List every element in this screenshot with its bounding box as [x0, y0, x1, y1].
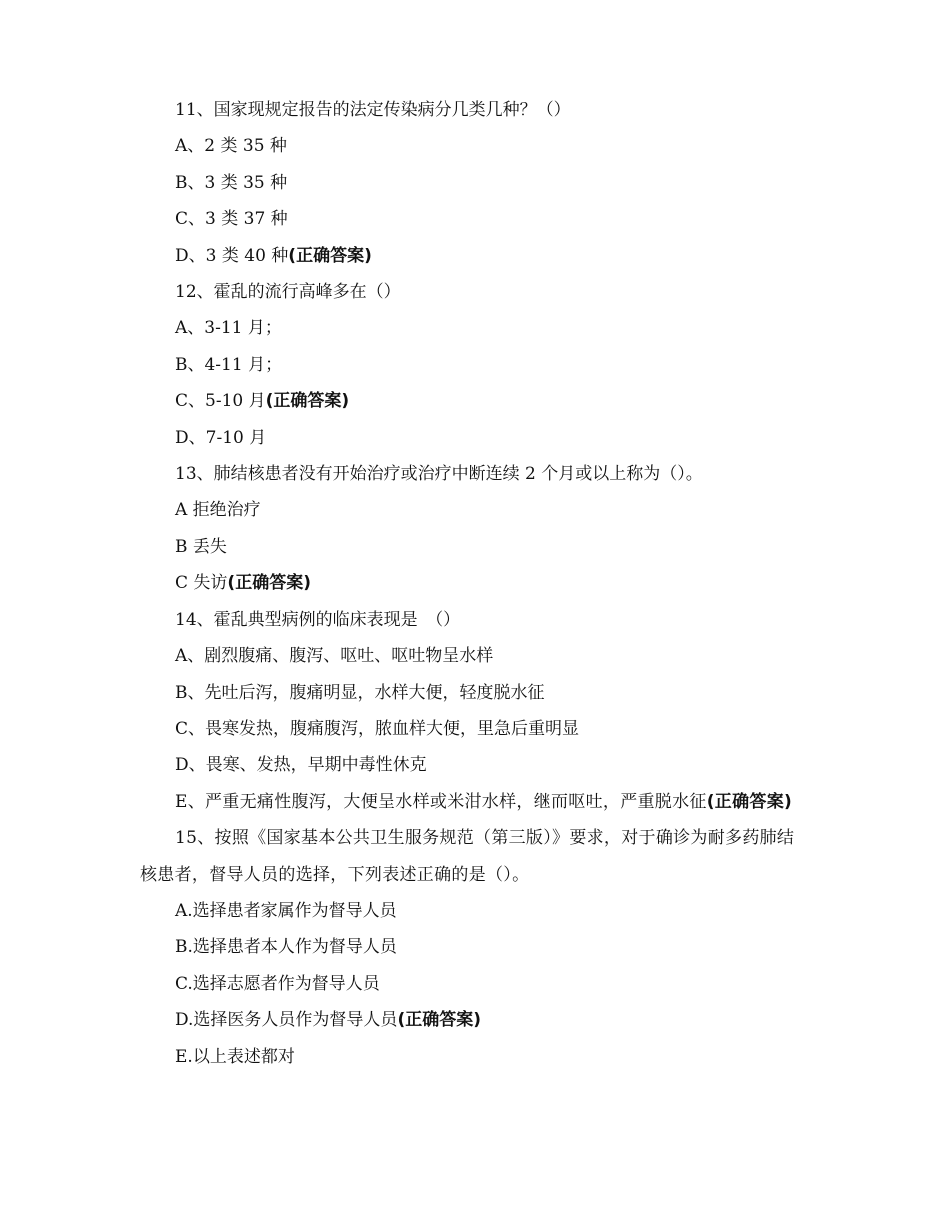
option-text: D.选择医务人员作为督导人员 — [175, 1010, 398, 1031]
option: C、畏寒发热，腹痛腹泻，脓血样大便，里急后重明显 — [175, 718, 580, 739]
option: C、3 类 37 种 — [175, 209, 288, 230]
correct-answer-mark: (正确答案) — [397, 1010, 481, 1031]
option: C.选择志愿者作为督导人员 — [175, 973, 380, 994]
question-stem: 11、国家现规定报告的法定传染病分几类几种？（） — [175, 100, 571, 120]
option: A.选择患者家属作为督导人员 — [175, 900, 397, 921]
correct-answer-mark: (正确答案) — [706, 791, 793, 812]
question-stem: 14、霍乱典型病例的临床表现是 （） — [175, 609, 461, 630]
option: E.以上表述都对 — [175, 1046, 295, 1067]
option-correct — [140, 565, 810, 601]
option: B、先吐后泻，腹痛明显，水样大便，轻度脱水征 — [175, 682, 545, 703]
option: D、畏寒、发热，早期中毒性休克 — [175, 755, 427, 776]
option: A、3-11 月； — [175, 318, 282, 339]
option: B、3 类 35 种 — [175, 172, 288, 193]
option: B、4-11 月； — [175, 354, 283, 375]
option-correct — [140, 1002, 810, 1038]
option-correct — [140, 238, 810, 274]
option: B.选择患者本人作为督导人员 — [175, 937, 397, 958]
option: D、7-10 月 — [175, 427, 267, 448]
question-stem: 15、按照《国家基本公共卫生服务规范（第三版）》要求，对于确诊为耐多药肺结核患者，督导人员的选择，下列表述正确的是（）。 — [140, 828, 795, 885]
option-text: C、5-10 月 — [175, 391, 266, 412]
correct-answer-mark: (正确答案) — [288, 245, 372, 266]
option: B 丢失 — [175, 536, 227, 557]
question-stem: 12、霍乱的流行高峰多在（） — [175, 282, 401, 303]
option-correct — [140, 383, 810, 419]
correct-answer-mark: (正确答案) — [227, 573, 311, 594]
option-text: E、严重无痛性腹泻，大便呈水样或米泔水样，继而呕吐，严重脱水征 — [175, 791, 707, 812]
option: A 拒绝治疗 — [175, 500, 261, 521]
option: A、2 类 35 种 — [175, 136, 287, 157]
option-text: C 失访 — [175, 573, 228, 594]
question-stem: 13、肺结核患者没有开始治疗或治疗中断连续 2 个月或以上称为（）。 — [175, 464, 703, 485]
option: A、剧烈腹痛、腹泻、呕吐、呕吐物呈水样 — [175, 646, 494, 667]
option-text: D、3 类 40 种 — [175, 245, 289, 266]
correct-answer-mark: (正确答案) — [265, 391, 350, 412]
option-correct — [140, 784, 810, 820]
